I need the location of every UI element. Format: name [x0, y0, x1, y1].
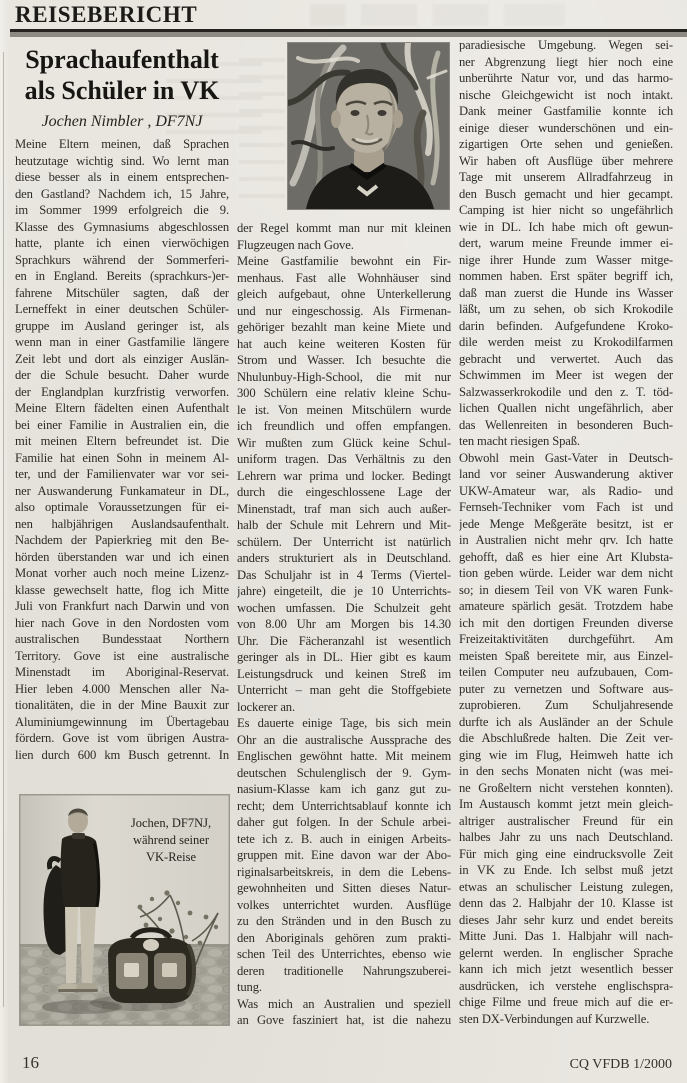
text-line: ten macht riesigen Spaß.	[459, 434, 580, 448]
page-number: 16	[22, 1053, 39, 1072]
text-line: zu den Stränden und in den Busch zu	[237, 914, 451, 928]
text-line: Monat vorher auch noch meine Lizenz-	[15, 566, 229, 580]
text-line: fahrene Mitschüler sagten, daß der	[15, 285, 229, 300]
portrait-photo-image	[288, 43, 449, 209]
text-line: durfte ich als Ausländer an der Schule	[459, 714, 673, 729]
section-header: REISEBERICHT	[15, 2, 198, 27]
paragraph	[237, 996, 451, 1029]
text-line: gebracht und verwertet. Auch das	[459, 351, 673, 366]
text-line: Dank meiner Gastfamilie konnte ich	[459, 104, 673, 118]
text-line: das Wellenreiten in besonderen Buch-	[459, 417, 673, 432]
text-line: so; in diesem Teil von VK waren Funk-	[459, 582, 673, 597]
text-line: Nhulunbuy-High-School, die mit nur	[237, 369, 451, 384]
bleedthrough-headline	[310, 4, 565, 26]
text-line: mit meinen Eltern befreundet ist. Die	[15, 434, 229, 448]
travel-photo	[20, 795, 229, 1025]
text-line: land vor seiner Auswanderung aktiver	[459, 467, 673, 481]
text-line: Wir mußten zum Glück keine Schul-	[237, 435, 451, 450]
text-line: den Busch gemacht und hier gecampt.	[459, 186, 673, 201]
paragraph	[237, 220, 451, 253]
text-line: Schwimmen im Meer ist wegen der	[459, 368, 673, 382]
paragraph	[237, 715, 451, 996]
text-line: Freizeitaktivitäten durchgeführt. Am	[459, 632, 673, 646]
text-line: lichen Quallen nicht ungefährlich, aber	[459, 401, 673, 415]
text-line: gruppen mit. Eine davon war der Abo-	[237, 848, 451, 862]
text-line: Camping ist hier nicht so ungefährlich	[459, 203, 673, 217]
text-line: tete ich z. B. auch in einigen Arbeits-	[237, 831, 451, 846]
text-line: heutzutage wichtig sind. Wo lernt man	[15, 153, 229, 168]
text-line: geringer als in DL. Hier gibt es kaum	[237, 650, 451, 664]
text-line: fördern. Gove ist vom übrigen Austra-	[15, 731, 229, 745]
text-line: wie in DL. Ich habe mich oft gewun-	[459, 219, 673, 234]
text-line: Tage mit unserem Allradfahrzeug in	[459, 170, 673, 184]
text-line: der Regel kommt man nur mit kleinen	[237, 221, 451, 235]
paragraph	[237, 253, 451, 715]
text-line: ner Abgrenzung liegt hier noch eine	[459, 54, 673, 69]
text-line: deren traditionelle Nahrungszuberei-	[237, 963, 451, 978]
text-line: diese besser als in einem entsprechen-	[15, 170, 229, 184]
text-line: zigartigen Orte sehen und genießen.	[459, 137, 673, 151]
text-line: teilen Computer neu aufzubauen, Com-	[459, 665, 673, 679]
text-line: nommen haben. Erst später begriff ich,	[459, 269, 673, 283]
text-line: in VK zu Ende. Ich selbst muß jetzt	[459, 863, 673, 877]
text-line: halb der Schule mit Lehrern und Mit-	[237, 518, 451, 532]
text-line: UKW-Amateur war, als Radio- und	[459, 483, 673, 498]
text-line: Strom und Wasser. Ich besuchte die	[237, 353, 451, 367]
text-line: anders strukturiert als in Deutschland.	[237, 551, 451, 565]
text-line: Uhr. Die Fächeranzahl ist wesentlich	[237, 633, 451, 648]
text-line: paradiesische Umgebung. Wegen sei-	[459, 38, 673, 52]
bleedthrough-text	[239, 48, 285, 206]
text-line: Fernseh-Techniker vom Fach ist und	[459, 500, 673, 514]
text-line: le ist. Von meinen Mitschülern wurde	[237, 402, 451, 417]
text-column-1	[15, 136, 229, 763]
text-line: Für mich ging eine eindrucksvolle Zeit	[459, 846, 673, 861]
text-line: Englischen gewöhnt hatte. Mit meinem	[237, 749, 451, 763]
text-line: nen halbjährigen Auslandsaufenthalt.	[15, 516, 229, 531]
text-line: Was mich an Australien und speziell	[237, 996, 451, 1011]
text-line: Obwohl mein Gast-Vater in Deutsch-	[459, 450, 673, 465]
text-line: australischen Bundesstaat Northern	[15, 632, 229, 646]
text-line: Klasse des Gymnasiums abgeschlossen	[15, 219, 229, 234]
text-line: ich mit den dortigen Freunden diverse	[459, 615, 673, 630]
text-line: Im Austausch kommt jetzt mein gleich-	[459, 797, 673, 811]
text-line: riginalsarbeitskreis, in dem die Lebens-	[237, 864, 451, 879]
text-line: gelernt werden. In englischer Sprache	[459, 945, 673, 960]
text-line: volkes unterrichtet wurden. Ausflüge	[237, 897, 451, 912]
text-line: hatte, plante ich einen vierwöchigen	[15, 236, 229, 250]
text-line: Meine Eltern fädelten einen Aufenthalt	[15, 401, 229, 415]
text-line: Mitte Juni. Das 1. Halbjahr will nach-	[459, 929, 673, 943]
text-line: puter zu vernetzen und Software aus-	[459, 681, 673, 696]
text-line: wochen umfassen. Die Schulzeit geht	[237, 600, 451, 615]
text-line: Salzwasserkrokodile und den z. T. töd-	[459, 384, 673, 399]
text-line: en in England. Bereits (sprachkurs-)er-	[15, 269, 229, 283]
text-line: die Abschlußrede halten. Die Zeit ver-	[459, 731, 673, 745]
text-line: Territory. Gove ist eine australische	[15, 648, 229, 663]
text-line: gewohnheiten und Sitten dieses Natur-	[237, 881, 451, 895]
paragraph	[459, 450, 673, 1028]
text-line: jahre) eingeteilt, die je 10 Unterrichts-	[237, 584, 451, 598]
text-line: deutschen Schulenglisch der 9. Gym-	[237, 765, 451, 780]
text-line: recht; dem Unterrichtsablauf konnte ich	[237, 798, 451, 813]
article-title-block	[15, 44, 229, 131]
text-line: ne Großeltern nicht verstehen konnten).	[459, 780, 673, 795]
text-line: denn das 2. Halbjahr der 10. Klasse ist	[459, 896, 673, 910]
portrait-photo	[288, 43, 449, 209]
text-line: und nur eingeschossig. Als Firmenan-	[237, 303, 451, 318]
text-line: Meine Gastfamilie bewohnt ein Fir-	[237, 254, 451, 268]
text-line: Lehrern war prima und locker. Bedingt	[237, 468, 451, 483]
article-author: Jochen Nimbler , DF7NJ	[41, 113, 203, 130]
text-line: dert, warum meine Freunde immer ei-	[459, 236, 673, 250]
text-line: gehöriger bezahlt man keine Miete und	[237, 320, 451, 334]
travel-photo-caption	[116, 815, 226, 866]
text-line: Hier leben 4.000 Menschen aller Na-	[15, 681, 229, 696]
text-line: Nachdem der Papierkrieg mit den Be-	[15, 533, 229, 547]
text-line: Zeit lebt und dort als einziger Auslän-	[15, 351, 229, 366]
article-title-line2: als Schüler in VK	[24, 76, 220, 105]
text-line: der Englandplan kurzfristig verworfen.	[15, 384, 229, 399]
scan-fold-line	[3, 52, 4, 1007]
text-line: läßt, um zu sehen, ob sich Krokodile	[459, 302, 673, 316]
text-line: daher gut folgen. In der Schule arbei-	[237, 815, 451, 829]
text-line: gleich aufgebaut, ohne Unterkellerung	[237, 287, 451, 301]
text-line: nische Gleichgewicht ist noch intakt.	[459, 87, 673, 102]
text-line: unberührte Natur vor, und das harmo-	[459, 71, 673, 85]
text-line: zuprobieren. Zum Schuljahresende	[459, 698, 673, 712]
text-line: Lerneffekt in einer deutschen Schüler-	[15, 302, 229, 316]
text-line: ging wie im Flug, Heimweh hatte ich	[459, 747, 673, 762]
text-line: hier nach Gove in den Nordosten vom	[15, 615, 229, 630]
text-line: an Gove fasziniert hat, ist die nahezu	[237, 1013, 451, 1027]
text-line: lien durch 600 km Busch getrennt. In	[15, 747, 229, 762]
text-line: Unterricht – man geht die Stoffgebiete	[237, 683, 451, 697]
text-line: ausdrücken, ich verstehe englischspra-	[459, 978, 673, 993]
text-line: der die Schule besucht. Daher wurde	[15, 368, 229, 382]
text-line: klasse gewechselt hatte, flog ich Mitte	[15, 582, 229, 597]
text-line: daß man zuerst die Hunde ins Wasser	[459, 285, 673, 300]
caption-line: Jochen, DF7NJ,	[130, 816, 212, 830]
text-line: Juli von Frankfurt nach Darwin und von	[15, 599, 229, 613]
text-line: in Australien nicht mehr qrv. Ich hatte	[459, 533, 673, 547]
page-left-lightening	[0, 0, 9, 1083]
text-line: ich freundlich und offen empfangen.	[237, 419, 451, 433]
header-rule	[10, 29, 687, 37]
text-line: den Aboriginals gehören zum prakti-	[237, 930, 451, 945]
text-line: Wir haben oft Ausflüge über mehrere	[459, 153, 673, 168]
text-line: also optimale Voraussetzungen für ei-	[15, 500, 229, 514]
text-line: den Gastland? Nachdem ich, 15 Jahre,	[15, 186, 229, 201]
text-line: lockerer an.	[237, 699, 295, 714]
caption-line: VK-Reise	[146, 850, 196, 864]
text-line: ner Auswanderung Funkamateur in DL,	[15, 483, 229, 498]
text-line: Aluminiumgewinnung im Übertagebau	[15, 714, 229, 729]
text-line: Minenstadt im Aboriginal-Reservat.	[15, 665, 229, 679]
text-line: hörden überstanden war und ich einen	[15, 549, 229, 564]
paragraph	[15, 136, 229, 763]
text-line: Familie hat einen Sohn in meinem Al-	[15, 450, 229, 465]
text-line: gehofft, daß es hier eine Art Klubsta-	[459, 549, 673, 564]
text-line: einige dieser wunderschönen und ein-	[459, 120, 673, 135]
text-line: chige Filme und freue mich auf die er-	[459, 995, 673, 1009]
text-line: im Sommer 1999 erfolgreich die 9.	[15, 203, 229, 217]
text-line: nige ihrer Hunde zum Wasser mitge-	[459, 252, 673, 267]
text-line: Leistungsdruck und keinen Streß im	[237, 666, 451, 681]
text-line: meisten Spaß bereitete mir, aus Einzel-	[459, 648, 673, 663]
text-line: sten DX-Verbindungen auf Kurzwelle.	[459, 1011, 650, 1026]
text-line: tionalitäten, die in der Mine Bauxit zur	[15, 698, 229, 712]
text-line: amateure spärlich gesät. Trotzdem habe	[459, 599, 673, 613]
text-line: dile werden meist zu Krokodilfarmen	[459, 335, 673, 349]
text-line: in den sechs Monaten nicht (was mei-	[459, 764, 673, 778]
text-line: gruppe im Ausland geringer ist, als	[15, 318, 229, 333]
text-line: durch die eingeschlossene Lage der	[237, 485, 451, 499]
paragraph	[459, 37, 673, 450]
text-line: Meine Eltern meinen, daß Sprachen	[15, 137, 229, 151]
text-line: dieses Jahr sehr kurz und endet bereits	[459, 912, 673, 927]
text-column-2	[237, 220, 451, 1029]
text-line: bei einer Familie in Australien ein, die	[15, 417, 229, 432]
journal-issue: CQ VFDB 1/2000	[569, 1057, 672, 1072]
text-line: von 8.00 Uhr am Morgen bis 14.30	[237, 617, 451, 631]
article-title-line1: Sprachaufenthalt	[25, 45, 219, 74]
text-line: 300 Schülern eine relativ kleine Schu-	[237, 386, 451, 400]
text-line: tion geben würde. Leider war dem nicht	[459, 566, 673, 580]
text-line: jede Menge Meßgeräte besitzt, ist er	[459, 516, 673, 531]
text-line: Flugzeugen nach Gove.	[237, 237, 354, 252]
text-line: tung.	[237, 980, 262, 994]
text-line: uniform tragen. Das Verhältnis zu den	[237, 452, 451, 466]
text-line: Es dauerte einige Tage, bis sich mein	[237, 716, 451, 730]
text-line: hat auch keine weiteren Kosten für	[237, 336, 451, 351]
text-line: nasium-Klasse kam ich ganz gut zu-	[237, 782, 451, 796]
text-line: schen Teil des Unterrichtes, ebenso wie	[237, 947, 451, 961]
text-line: schülern. Der Unterricht ist natürlich	[237, 534, 451, 549]
text-line: Ohr an die australische Aussprache des	[237, 732, 451, 747]
text-column-3	[459, 37, 673, 1027]
text-line: Sprachkurs während der Sommerferi-	[15, 252, 229, 267]
text-line: ter, und der Familienvater war vor sei-	[15, 467, 229, 481]
text-line: altriger australischer Freund für ein	[459, 813, 673, 828]
text-line: darin befinden. Aufgefundene Kroko-	[459, 318, 673, 333]
text-line: etwas an schulischer Leistung zulegen,	[459, 879, 673, 894]
text-line: kann ich mich jetzt wesentlich besser	[459, 962, 673, 976]
text-line: wenn man in einer Gastfamilie längere	[15, 335, 229, 349]
text-line: Minenstadt, traf man sich auch außer-	[237, 501, 451, 516]
caption-line: während seiner	[132, 833, 209, 847]
text-line: Das Schuljahr ist in 4 Terms (Viertel-	[237, 567, 451, 582]
text-line: halbes Jahr zu uns nach Deutschland.	[459, 830, 673, 844]
text-line: menhaus. Fast alle Wohnhäuser sind	[237, 270, 451, 285]
